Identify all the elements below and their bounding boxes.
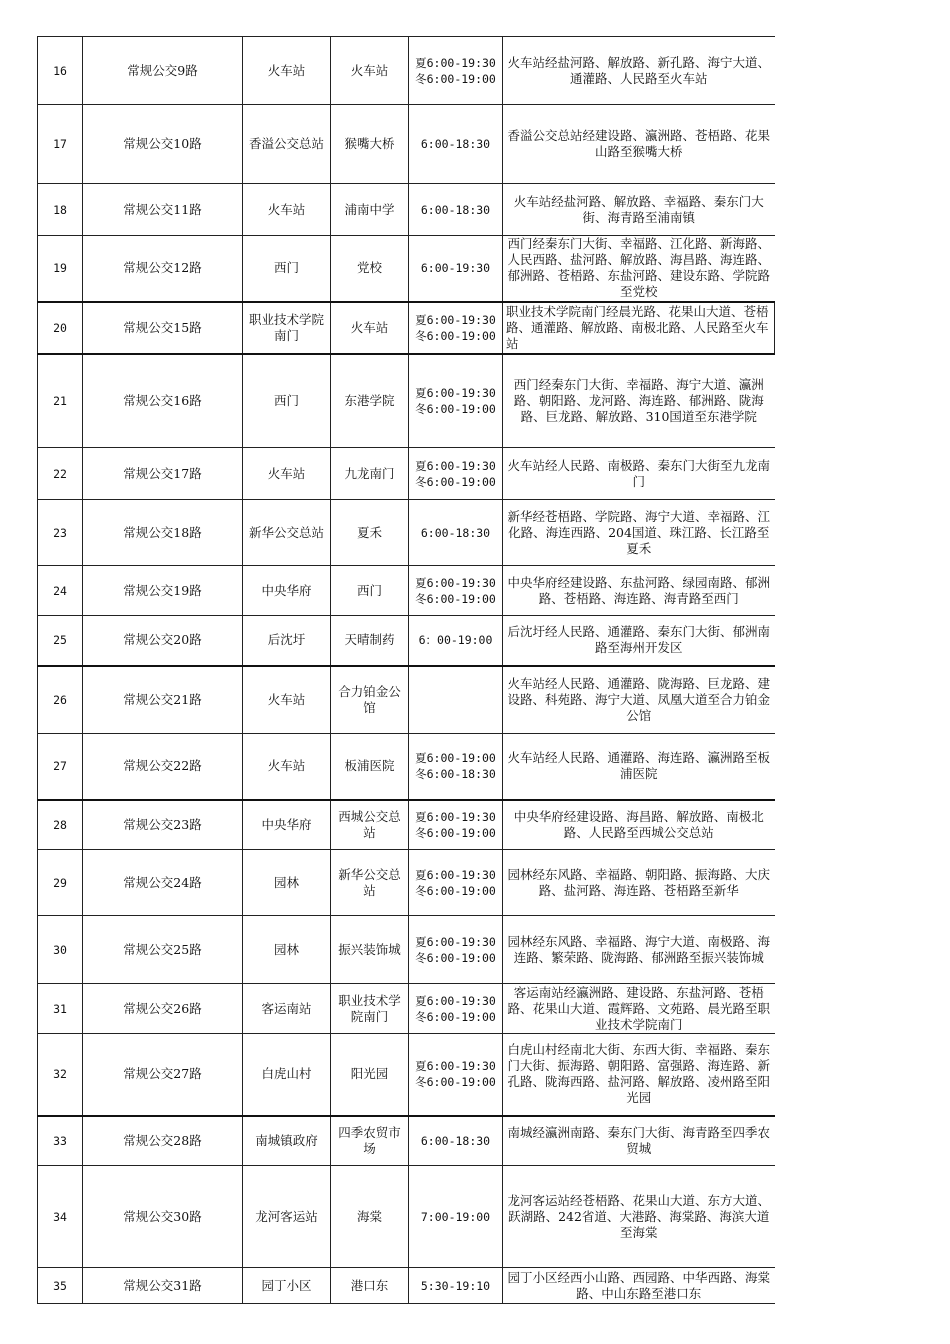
route-description: 火车站经盐河路、解放路、幸福路、秦东门大街、海青路至浦南镇 — [503, 184, 775, 236]
end-station: 火车站 — [331, 302, 409, 354]
end-station: 四季农贸市场 — [331, 1116, 409, 1166]
table-row — [38, 666, 775, 734]
row-number: 32 — [38, 1034, 83, 1116]
row-number: 24 — [38, 566, 83, 616]
row-number: 17 — [38, 105, 83, 184]
route-description: 火车站经人民路、通灌路、陇海路、巨龙路、建设路、科苑路、海宁大道、凤凰大道至合力铂金公馆 — [503, 666, 775, 734]
line-name: 常规公交12路 — [83, 236, 243, 302]
start-station: 火车站 — [243, 37, 331, 105]
service-time: 夏6:00-19:30 冬6:00-19:00 — [409, 302, 503, 354]
route-description: 西门经秦东门大街、幸福路、江化路、新海路、人民西路、盐河路、解放路、海昌路、海连路、郁洲路、苍梧路、东盐河路、建设东路、学院路至党校 — [503, 236, 775, 302]
route-description: 香溢公交总站经建设路、瀛洲路、苍梧路、花果山路至猴嘴大桥 — [503, 105, 775, 184]
start-station: 火车站 — [243, 734, 331, 800]
end-station: 职业技术学院南门 — [331, 984, 409, 1034]
route-description: 火车站经人民路、通灌路、海连路、瀛洲路至板浦医院 — [503, 734, 775, 800]
row-number: 22 — [38, 448, 83, 500]
route-description: 职业技术学院南门经晨光路、花果山大道、苍梧路、通灌路、解放路、南极北路、人民路至火车站 — [503, 302, 775, 354]
line-name: 常规公交21路 — [83, 666, 243, 734]
line-name: 常规公交20路 — [83, 616, 243, 666]
service-time: 5:30-19:10 — [409, 1268, 503, 1304]
route-description: 客运南站经瀛洲路、建设路、东盐河路、苍梧路、花果山大道、霞辉路、文苑路、晨光路至职业技术学院南门 — [503, 984, 775, 1034]
row-number: 21 — [38, 354, 83, 448]
start-station: 南城镇政府 — [243, 1116, 331, 1166]
table-row — [38, 184, 775, 236]
row-number: 29 — [38, 850, 83, 916]
start-station: 白虎山村 — [243, 1034, 331, 1116]
end-station: 东港学院 — [331, 354, 409, 448]
line-name: 常规公交26路 — [83, 984, 243, 1034]
service-time: 夏6:00-19:30 冬6:00-19:00 — [409, 37, 503, 105]
start-station: 新华公交总站 — [243, 500, 331, 566]
start-station: 后沈圩 — [243, 616, 331, 666]
service-time: 6:00-18:30 — [409, 1116, 503, 1166]
start-station: 西门 — [243, 354, 331, 448]
service-time: 夏6:00-19:00 冬6:00-18:30 — [409, 734, 503, 800]
line-name: 常规公交27路 — [83, 1034, 243, 1116]
end-station: 新华公交总站 — [331, 850, 409, 916]
line-name: 常规公交23路 — [83, 800, 243, 850]
row-number: 31 — [38, 984, 83, 1034]
end-station: 板浦医院 — [331, 734, 409, 800]
route-description: 白虎山村经南北大街、东西大街、幸福路、秦东门大街、振海路、朝阳路、富强路、海连路、新孔路、陇海西路、盐河路、解放路、凌州路至阳光园 — [503, 1034, 775, 1116]
table-row — [38, 984, 775, 1034]
line-name: 常规公交24路 — [83, 850, 243, 916]
route-description: 后沈圩经人民路、通灌路、秦东门大街、郁洲南路至海州开发区 — [503, 616, 775, 666]
start-station: 园林 — [243, 850, 331, 916]
table-row — [38, 500, 775, 566]
row-number: 16 — [38, 37, 83, 105]
end-station: 西城公交总站 — [331, 800, 409, 850]
table-row — [38, 105, 775, 184]
route-description: 西门经秦东门大街、幸福路、海宁大道、瀛洲路、朝阳路、龙河路、海连路、郁洲路、陇海路、巨龙路、解放路、310国道至东港学院 — [503, 354, 775, 448]
table-row — [38, 850, 775, 916]
start-station: 职业技术学院南门 — [243, 302, 331, 354]
table-row — [38, 302, 775, 354]
start-station: 火车站 — [243, 666, 331, 734]
route-description: 火车站经人民路、南极路、秦东门大街至九龙南门 — [503, 448, 775, 500]
end-station: 浦南中学 — [331, 184, 409, 236]
start-station: 中央华府 — [243, 800, 331, 850]
end-station: 猴嘴大桥 — [331, 105, 409, 184]
table-row — [38, 566, 775, 616]
end-station: 西门 — [331, 566, 409, 616]
row-number: 19 — [38, 236, 83, 302]
end-station: 党校 — [331, 236, 409, 302]
route-description: 园林经东风路、幸福路、海宁大道、南极路、海连路、繁荣路、陇海路、郁洲路至振兴装饰城 — [503, 916, 775, 984]
row-number: 30 — [38, 916, 83, 984]
line-name: 常规公交10路 — [83, 105, 243, 184]
line-name: 常规公交30路 — [83, 1166, 243, 1268]
line-name: 常规公交31路 — [83, 1268, 243, 1304]
service-time: 夏6:00-19:30 冬6:00-19:00 — [409, 1034, 503, 1116]
start-station: 中央华府 — [243, 566, 331, 616]
row-number: 35 — [38, 1268, 83, 1304]
route-description: 中央华府经建设路、海昌路、解放路、南极北路、人民路至西城公交总站 — [503, 800, 775, 850]
route-description: 中央华府经建设路、东盐河路、绿园南路、郁洲路、苍梧路、海连路、海青路至西门 — [503, 566, 775, 616]
start-station: 西门 — [243, 236, 331, 302]
end-station: 夏禾 — [331, 500, 409, 566]
table-row — [38, 1034, 775, 1116]
line-name: 常规公交22路 — [83, 734, 243, 800]
table-row — [38, 1116, 775, 1166]
end-station: 港口东 — [331, 1268, 409, 1304]
line-name: 常规公交19路 — [83, 566, 243, 616]
service-time: 6:00-18:30 — [409, 184, 503, 236]
line-name: 常规公交16路 — [83, 354, 243, 448]
service-time: 夏6:00-19:30 冬6:00-19:00 — [409, 916, 503, 984]
service-time: 6:00-18:30 — [409, 105, 503, 184]
table-row — [38, 354, 775, 448]
end-station: 火车站 — [331, 37, 409, 105]
service-time: 夏6:00-19:30 冬6:00-19:00 — [409, 850, 503, 916]
line-name: 常规公交17路 — [83, 448, 243, 500]
row-number: 27 — [38, 734, 83, 800]
route-description: 园丁小区经西小山路、西园路、中华西路、海棠路、中山东路至港口东 — [503, 1268, 775, 1304]
line-name: 常规公交25路 — [83, 916, 243, 984]
service-time: 夏6:00-19:30 冬6:00-19:00 — [409, 566, 503, 616]
service-time: 7:00-19:00 — [409, 1166, 503, 1268]
service-time: 夏6:00-19:30 冬6:00-19:00 — [409, 354, 503, 448]
table-row — [38, 616, 775, 666]
route-description: 龙河客运站经苍梧路、花果山大道、东方大道、跃湖路、242省道、大港路、海棠路、海滨大道至海棠 — [503, 1166, 775, 1268]
table-row — [38, 236, 775, 302]
row-number: 33 — [38, 1116, 83, 1166]
service-time: 夏6:00-19:30 冬6:00-19:00 — [409, 984, 503, 1034]
start-station: 火车站 — [243, 448, 331, 500]
table-row — [38, 916, 775, 984]
service-time: 夏6:00-19:30 冬6:00-19:00 — [409, 448, 503, 500]
start-station: 客运南站 — [243, 984, 331, 1034]
table-row — [38, 1268, 775, 1304]
row-number: 34 — [38, 1166, 83, 1268]
end-station: 海棠 — [331, 1166, 409, 1268]
line-name: 常规公交18路 — [83, 500, 243, 566]
row-number: 26 — [38, 666, 83, 734]
end-station: 振兴装饰城 — [331, 916, 409, 984]
service-time: 6:00-18:30 — [409, 500, 503, 566]
service-time: 夏6:00-19:30 冬6:00-19:00 — [409, 800, 503, 850]
line-name: 常规公交15路 — [83, 302, 243, 354]
route-description: 园林经东风路、幸福路、朝阳路、振海路、大庆路、盐河路、海连路、苍梧路至新华 — [503, 850, 775, 916]
bus-route-table — [37, 36, 775, 1304]
row-number: 18 — [38, 184, 83, 236]
row-number: 28 — [38, 800, 83, 850]
service-time: 6：00-19:00 — [409, 616, 503, 666]
start-station: 火车站 — [243, 184, 331, 236]
table-row — [38, 734, 775, 800]
start-station: 龙河客运站 — [243, 1166, 331, 1268]
row-number: 20 — [38, 302, 83, 354]
route-description: 南城经瀛洲南路、秦东门大街、海青路至四季农贸城 — [503, 1116, 775, 1166]
row-number: 25 — [38, 616, 83, 666]
route-description: 新华经苍梧路、学院路、海宁大道、幸福路、江化路、海连西路、204国道、珠江路、长江路至夏禾 — [503, 500, 775, 566]
table-row — [38, 800, 775, 850]
table-row — [38, 448, 775, 500]
end-station: 天晴制药 — [331, 616, 409, 666]
start-station: 香溢公交总站 — [243, 105, 331, 184]
table-row — [38, 1166, 775, 1268]
route-description: 火车站经盐河路、解放路、新孔路、海宁大道、通灌路、人民路至火车站 — [503, 37, 775, 105]
start-station: 园林 — [243, 916, 331, 984]
end-station: 九龙南门 — [331, 448, 409, 500]
line-name: 常规公交11路 — [83, 184, 243, 236]
row-number: 23 — [38, 500, 83, 566]
end-station: 合力铂金公馆 — [331, 666, 409, 734]
line-name: 常规公交28路 — [83, 1116, 243, 1166]
line-name: 常规公交9路 — [83, 37, 243, 105]
service-time: 6:00-19:30 — [409, 236, 503, 302]
end-station: 阳光园 — [331, 1034, 409, 1116]
table-row — [38, 37, 775, 105]
start-station: 园丁小区 — [243, 1268, 331, 1304]
service-time — [409, 666, 503, 734]
